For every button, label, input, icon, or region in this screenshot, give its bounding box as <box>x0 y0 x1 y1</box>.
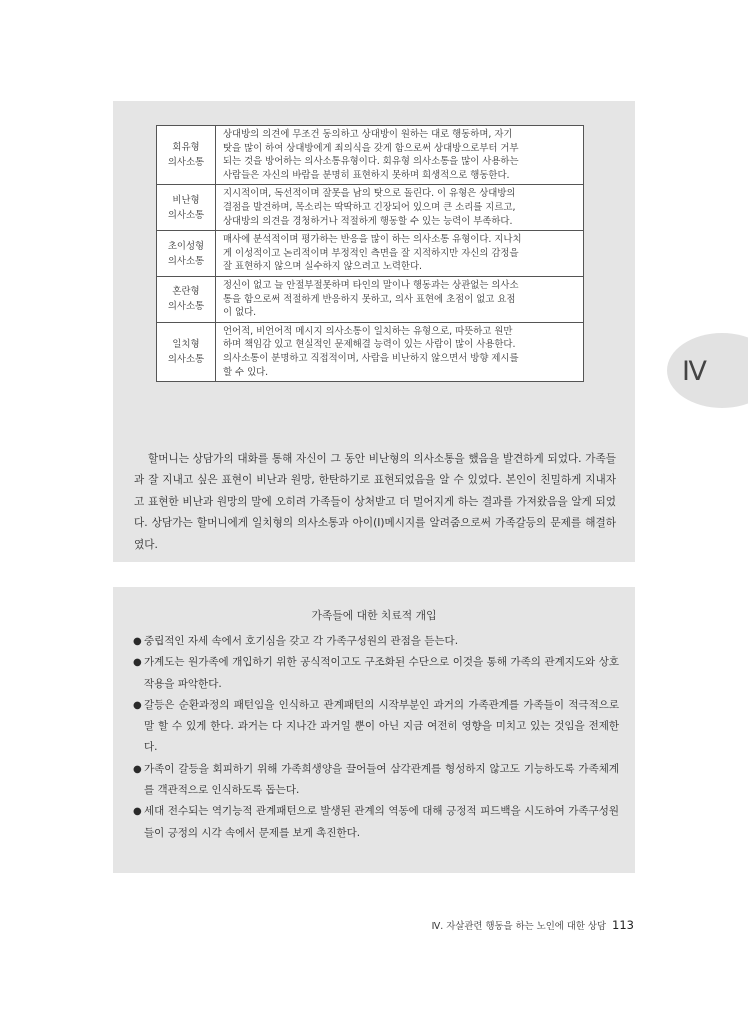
bullet-icon: ● <box>133 699 142 711</box>
page-number: 113 <box>612 918 634 932</box>
type-name-cell: 초이성형 의사소통 <box>157 231 216 277</box>
running-header: Ⅳ. 자살관련 행동을 하는 노인에 대한 상담 <box>431 921 607 932</box>
table-row <box>157 231 584 277</box>
case-paragraph: 할머니는 상담가의 대화를 통해 자신이 그 동안 비난형의 의사소통을 했음을 발견하게 되었다. 가족들과 잘 지내고 싶은 표현이 비난과 원망, 한탄하기로 표현되었음을 알 수 있었다. 본인이 친밀하게 지내자고 표현한 비난과 원망의 말에 오히려 가족들이 상처받고 더 멀어지게 하는 결과를 가져왔음을 알게 되었다. 상담가는 할머니에게 일치형의 의사소통과 아이(I)메시지를 알려줌으로써 가족갈등의 문제를 해결하였다. <box>134 452 616 551</box>
table-row <box>157 322 584 381</box>
communication-types-table <box>156 125 584 382</box>
type-description-cell: 언어적, 비언어적 메시지 의사소통이 일치하는 유형으로, 따뜻하고 원만 하며 책임감 있고 현실적인 문제해결 능력이 있는 사람이 많이 사용한다. 의사소통이 분명하고 직접적이며, 사람을 비난하지 않으면서 방향 제시를 할 수 있다. <box>216 322 584 381</box>
table-row <box>157 126 584 185</box>
bullet-icon: ● <box>133 763 142 775</box>
type-description-cell: 지시적이며, 독선적이며 잘못을 남의 탓으로 돌린다. 이 유형은 상대방의 결점을 발견하며, 목소리는 딱딱하고 긴장되어 있으며 큰 소리를 지르고, 상대방의 의견을 경청하거나 적절하게 행동할 수 있는 능력이 부족하다. <box>216 185 584 231</box>
list-item: ● 세대 전수되는 역기능적 관계패턴으로 발생된 관계의 역동에 대해 긍정적 피드백을 시도하여 가족구성원들이 긍정의 시각 속에서 문제를 보게 촉진한다. <box>133 801 619 844</box>
type-name-cell: 비난형 의사소통 <box>157 185 216 231</box>
type-description-cell: 매사에 분석적이며 평가하는 반응을 많이 하는 의사소통 유형이다. 지나치 게 이성적이고 논리적이며 부정적인 측면을 잘 지적하지만 자신의 감정을 잘 표현하지 않으며 실수하지 않으려고 노력한다. <box>216 231 584 277</box>
bullet-icon: ● <box>133 657 142 669</box>
bullet-icon: ● <box>133 636 142 647</box>
table-row <box>157 276 584 322</box>
list-item: ● 갈등은 순환과정의 패턴임을 인식하고 관계패턴의 시작부분인 과거의 가족관계를 가족들이 적극적으로 말 할 수 있게 한다. 과거는 다 지나간 과거일 뿐이 아닌 지금 여전히 영향을 미치고 있는 것임을 전제한다. <box>133 695 619 759</box>
bullet-icon: ● <box>133 806 142 818</box>
intervention-list <box>133 631 619 844</box>
page-footer <box>432 918 634 932</box>
list-item: ● 가계도는 원가족에 개입하기 위한 공식적이고도 구조화된 수단으로 이것을 통해 가족의 관계지도와 상호작용을 파악한다. <box>133 652 619 695</box>
type-description-cell: 정신이 없고 늘 안절부절못하며 타인의 말이나 행동과는 상관없는 의사소 통을 함으로써 적절하게 반응하지 못하고, 의사 표현에 초점이 없고 요점 이 없다. <box>216 276 584 322</box>
intervention-box <box>113 587 635 873</box>
case-example-box <box>113 101 635 562</box>
type-description-cell: 상대방의 의견에 무조건 동의하고 상대방이 원하는 대로 행동하며, 자기 탓을 많이 하여 상대방에게 죄의식을 갖게 함으로써 상대방으로부터 거부 되는 것을 방어하는 의사소통유형이다. 회유형 의사소통을 많이 사용하는 사람들은 자신의 바람을 분명히 표현하지 못하며 희생적으로 행동한다. <box>216 126 584 185</box>
list-item: ● 가족이 갈등을 회피하기 위해 가족희생양을 끌어들여 삼각관계를 형성하지 않고도 기능하도록 가족체계를 객관적으로 인식하도록 돕는다. <box>133 759 619 802</box>
chapter-tab-label: Ⅳ <box>682 356 708 386</box>
intervention-title: 가족들에 대한 치료적 개입 <box>311 609 437 622</box>
list-item: ● 중립적인 자세 속에서 호기심을 갖고 각 가족구성원의 관점을 듣는다. <box>133 631 619 652</box>
type-name-cell: 회유형 의사소통 <box>157 126 216 185</box>
table-row <box>157 185 584 231</box>
type-name-cell: 혼란형 의사소통 <box>157 276 216 322</box>
type-name-cell: 일치형 의사소통 <box>157 322 216 381</box>
